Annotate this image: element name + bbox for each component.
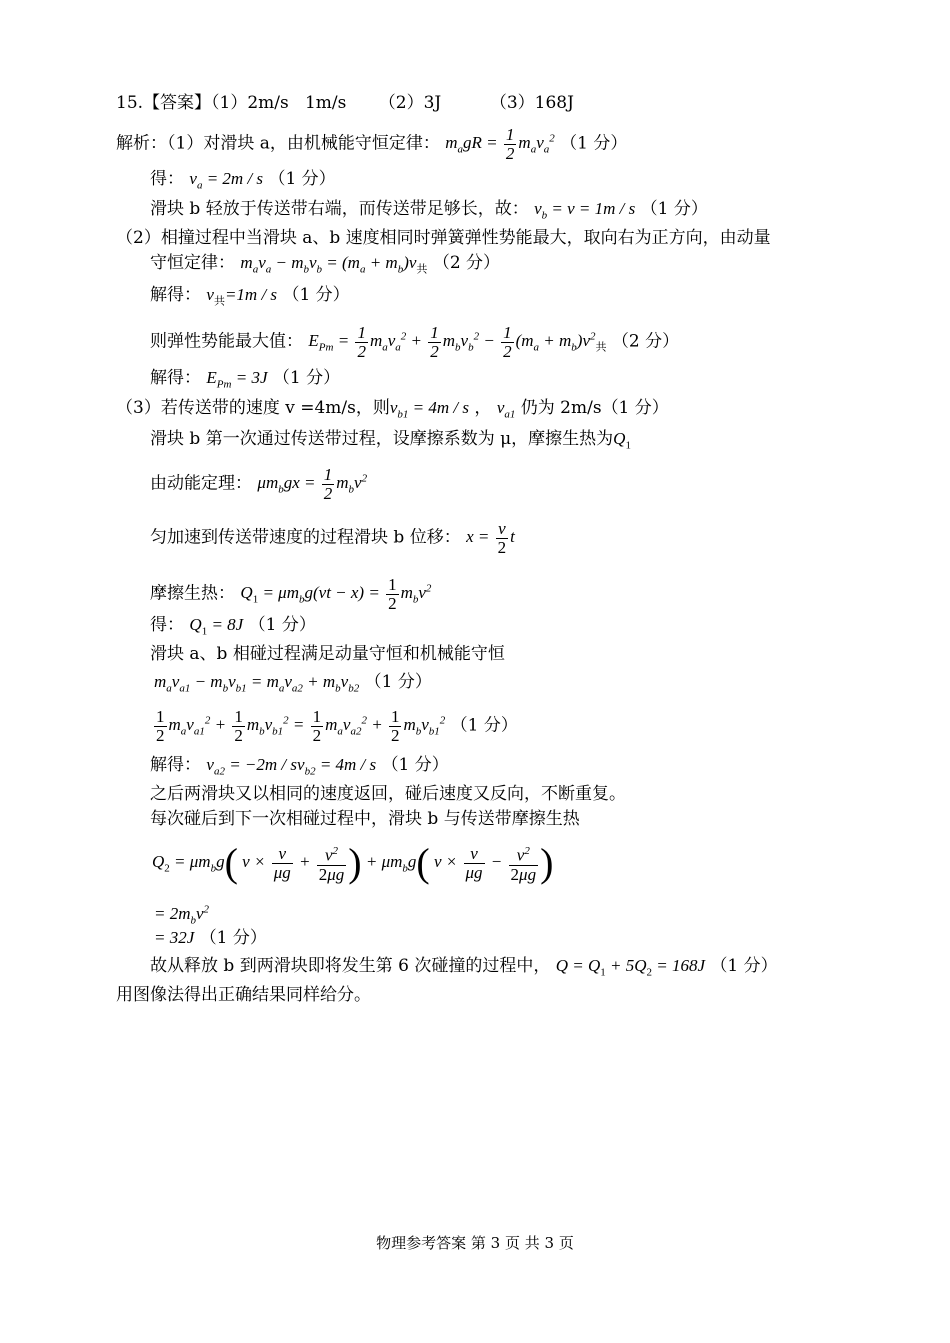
part3-kin-text: 由动能定理：: [150, 473, 252, 494]
answer-text: （1）2m/s 1m/s （2）3J （3）168J: [211, 93, 574, 113]
part1-va-line: [150, 168, 336, 196]
part1-intro: （1）对滑块 a，由机械能守恒定律：: [167, 133, 440, 154]
formula-q2-result: = 32J: [154, 928, 195, 947]
part3-each-line: [150, 808, 580, 830]
part3-energy-line: [152, 708, 518, 745]
part3-return-text: 之后两滑块又以相同的速度返回，碰后速度又反向，不断重复。: [150, 784, 626, 804]
formula-momentum: $m_av_a - m_bv_b = (m_a + m_b)v_共$: [240, 253, 428, 276]
formula-q1-symbol: $Q_1$: [613, 429, 631, 452]
jiede-label: 解得：: [150, 755, 201, 775]
part3-disp-text: 匀加速到传送带速度的过程滑块 b 位移：: [150, 527, 461, 548]
formula-epm-result: $E_{Pm} = 3J$: [206, 368, 268, 391]
jiede-label: 解得：: [150, 285, 201, 305]
score: （1 分）: [560, 133, 628, 154]
part3-velocities-line: [150, 754, 449, 782]
part1-b-text: 滑块 b 轻放于传送带右端，而传送带足够长，故：: [150, 199, 529, 219]
de-label: 得：: [150, 615, 184, 635]
score: （1 分）: [248, 615, 316, 635]
part2-epm-line: [150, 324, 679, 361]
part3-heat-line: [150, 576, 431, 613]
part2-text-2: 守恒定律：: [150, 253, 235, 273]
formula-q1: $Q_1 = 8J$: [189, 615, 244, 638]
score: （1 分）: [601, 398, 669, 418]
formula-vb1: $v_{b1} = 4m / s$: [389, 398, 469, 421]
score: （1 分）: [640, 199, 708, 219]
part1-vb-line: [150, 198, 708, 226]
formula-vb: $v_b = v = 1m / s$: [534, 199, 636, 222]
part3-b-line: [150, 428, 631, 456]
formula-heat: $Q_1 = \mu m_bg(vt - x)$ = $\frac{1}{2}$ $m_bv^2$: [240, 575, 432, 613]
score: （2 分）: [432, 253, 501, 273]
question-number: 15.: [116, 93, 144, 113]
score: （1 分）: [268, 169, 336, 189]
part3-q2-line: [152, 840, 553, 890]
formula-va: $v_a = 2m / s$: [189, 169, 264, 192]
score: （1 分）: [710, 956, 778, 976]
part3-disp-line: [150, 520, 515, 557]
part3-image-line: [116, 984, 371, 1006]
part3-intro-a: （3）若传送带的速度 v =4m/s，则: [116, 398, 390, 418]
page-footer: 物理参考答案 第 3 页 共 3 页: [376, 1234, 574, 1252]
score: （2 分）: [611, 331, 680, 352]
part3-collide-text: 滑块 a、b 相碰过程满足动量守恒和机械能守恒: [150, 644, 505, 664]
part2-line1: [116, 227, 771, 249]
formula-momentum-2: $m_av_{a1} - m_bv_{b1} = m_av_{a2} + m_bv_{b2}$: [154, 672, 360, 695]
part3-q1-line: [150, 614, 316, 642]
part3-final-text: 故从释放 b 到两滑块即将发生第 6 次碰撞的过程中，: [150, 956, 551, 976]
part3-b-text: 滑块 b 第一次通过传送带过程，设摩擦系数为 μ，摩擦生热为: [150, 429, 614, 449]
part3-image-text: 用图像法得出正确结果同样给分。: [116, 985, 371, 1005]
part3-momentum-line: [154, 671, 432, 699]
part2-text-1: （2）相撞过程中当滑块 a、b 速度相同时弹簧弹性势能最大，取向右为正方向，由动量: [116, 228, 771, 248]
score: （1 分）: [199, 928, 267, 948]
part3-each-text: 每次碰后到下一次相碰过程中，滑块 b 与传送带摩擦生热: [150, 809, 580, 829]
part3-final-line: [150, 955, 778, 983]
analysis-label: 解析：: [116, 133, 167, 154]
formula-q2: $Q_2 = \mu m_bg$( v × $\frac{v}{\mu g}$ + $\frac{v^2}{2\mu g}$ ) + $\mu m_bg$( v × $\frac{v}{\mu g}$ − $\frac{v^2}{2\mu g}$ ): [152, 840, 554, 886]
part3-heat-text: 摩擦生热：: [150, 583, 235, 604]
part2-result-line: [150, 367, 340, 395]
score: （1 分）: [364, 672, 432, 692]
formula-epm: $E_{Pm}$ = $\frac{1}{2}$ $m_av_a^2$ + $\frac{1}{2}$ $m_bv_b^2$ − $\frac{1}{2}$ $(m_a + m_b)v^2_共$: [308, 323, 607, 361]
formula-energy-2: $\frac{1}{2}$ $m_av_{a1}^2$ + $\frac{1}{2}$ $m_bv_{b1}^2$ = $\frac{1}{2}$ $m_av_{a2}^2$ + $\frac{1}{2}$ $m_bv_{b1}^2$: [156, 707, 446, 745]
formula-disp: x = $\frac{v}{2}$ t: [466, 519, 515, 557]
part3-q2-result: [154, 927, 267, 949]
part2-line2: [150, 252, 500, 280]
part2-max-text: 则弹性势能最大值：: [150, 331, 303, 352]
answer-label: 【答案】: [143, 93, 212, 113]
part3-kinetic-line: [150, 466, 367, 503]
answer-line: [116, 92, 574, 114]
formula-va1: $v_{a1}$: [496, 398, 516, 421]
part3-return-line: [150, 783, 626, 805]
formula-energy: $m_agR$ = $\frac{1}{2}$ $m_av_a^2$: [445, 125, 555, 163]
score: （1 分）: [450, 715, 518, 736]
part3-intro-line: （3）若传送带的速度 v =4m/s，则$v_{b1} = 4m / s$ ， $v_{a1}$ 仍为 2m/s（1 分）: [116, 398, 669, 421]
part3-intro-b: 仍为 2m/s: [520, 398, 602, 418]
part3-collide-line: [150, 643, 505, 665]
score: （1 分）: [381, 755, 449, 775]
formula-velocities: $v_{a2} = -2m / sv_{b2} = 4m / s$: [206, 755, 377, 778]
part2-vgong-line: [150, 284, 350, 312]
part1-energy-line: [116, 126, 627, 163]
formula-vgong: $v_共=1m / s$: [206, 285, 278, 308]
formula-q-total: $Q = Q_1 + 5Q_2 = 168J$: [555, 956, 706, 979]
formula-q2-simplified: = $2m_bv^2$: [154, 903, 210, 927]
de-label: 得：: [150, 169, 184, 189]
score: （1 分）: [272, 368, 341, 388]
formula-kinetic: $\mu m_bgx$ = $\frac{1}{2}$ $m_bv^2$: [257, 465, 368, 503]
jiede-label: 解得：: [150, 368, 201, 388]
score: （1 分）: [282, 285, 350, 305]
